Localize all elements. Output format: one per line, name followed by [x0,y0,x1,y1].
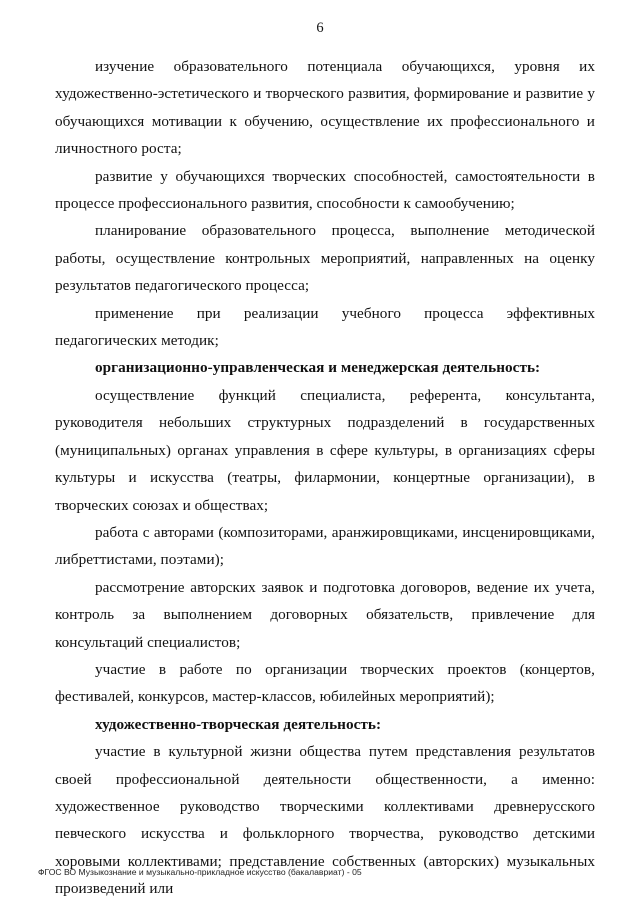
paragraph-author-applications: рассмотрение авторских заявок и подготовка договоров, ведение их учета, контроль за выполнением договорных обязательств, привлечение для консультаций специалистов; [55,578,595,651]
section-heading-artistic: художественно-творческая деятельность: [95,715,382,733]
page-number: 6 [316,20,324,36]
paragraph-specialist-functions: осуществление функций специалиста, референта, консультанта, руководителя небольших структурных подразделений в государственных (муниципальных) органах управления в сфере культуры, в организациях сферы культуры и искусства (театры, филармонии, концертные организации), в творческих союзах и обществах; [55,386,595,514]
paragraph-creative-abilities: развитие у обучающихся творческих способностей, самостоятельности в процессе профессионального развития, способности к самообучению; [55,167,595,213]
paragraph-creative-projects: участие в работе по организации творческих проектов (концертов, фестивалей, конкурсов, мастер-классов, юбилейных мероприятий); [55,660,595,706]
paragraph-cultural-life: участие в культурной жизни общества путем представления результатов своей профессиональной деятельности общественности, а именно: художественное руководство творческими коллективами древнерусского певческого искусства и фольклорного творчества, руководство детскими хоровыми коллективами; представление собственных (авторских) музыкальных произведений или [55,743,595,898]
paragraph-methods: применение при реализации учебного процесса эффективных педагогических методик; [55,304,595,350]
page-footer: ФГОС ВО Музыкознание и музыкально-прикладное искусство (бакалавриат) - 05 [38,867,362,877]
paragraph-study-potential: изучение образовательного потенциала обучающихся, уровня их художественно-эстетического и творческого развития, формирование и развитие у обучающихся мотивации к обучению, осуществление их профессионального и личностного роста; [55,58,595,158]
paragraph-work-with-authors: работа с авторами (композиторами, аранжировщиками, инсценировщиками, либреттистами, поэтами); [55,523,595,569]
section-heading-management: организационно-управленческая и менеджерская деятельность: [95,359,541,377]
paragraph-planning: планирование образовательного процесса, выполнение методической работы, осуществление контрольных мероприятий, направленных на оценку результатов педагогического процесса; [55,222,595,295]
document-body [55,53,595,903]
